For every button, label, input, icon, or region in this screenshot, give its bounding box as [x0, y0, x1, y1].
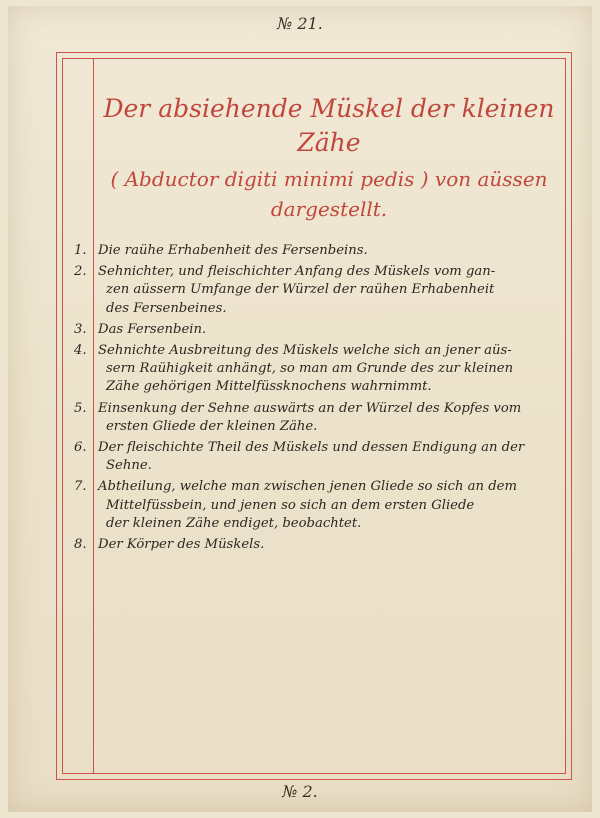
legend-item-number: 3. — [74, 321, 87, 337]
page-number-top: № 21. — [277, 14, 323, 33]
title-line-2: ( Abductor digiti minimi pedis ) von aüssen — [110, 167, 548, 191]
legend-item-number: 2. — [74, 264, 87, 280]
legend-item — [74, 242, 552, 260]
title-line-3: dargestellt. — [270, 197, 388, 221]
legend-item-text: des Fersenbeines. — [106, 300, 227, 316]
legend-item-text: Die raühe Erhabenheit des Fersenbeins. — [98, 243, 368, 258]
legend-item — [74, 439, 552, 475]
legend-item — [74, 478, 552, 533]
legend-item-text: Der fleischichte Theil des Müskels und dessen Endigung an der — [98, 440, 525, 456]
legend-item-number: 8. — [74, 537, 87, 553]
legend-item-text: Das Fersenbein. — [98, 321, 207, 337]
legend-item-text: Abtheilung, welche man zwischen jenen Gliede so sich an dem — [98, 479, 517, 495]
legend-item-text: der kleinen Zähe endiget, beobachtet. — [106, 515, 362, 531]
legend-item — [74, 536, 552, 554]
legend-item-number: 4. — [74, 343, 87, 359]
legend-item-text: Mittelfüssbein, und jenen so sich an dem ersten Gliede — [106, 497, 475, 513]
legend-item — [74, 342, 552, 397]
legend-item-text: Einsenkung der Sehne auswärts an der Würzel des Kopfes vom — [98, 400, 522, 416]
legend-list — [74, 242, 552, 557]
legend-item — [74, 321, 552, 339]
legend-item-number: 5. — [74, 400, 87, 416]
legend-item-text: Der Körper des Müskels. — [98, 537, 265, 553]
plate-title — [94, 92, 564, 224]
legend-item-text: Sehnichte Ausbreitung des Müskels welche sich an jener aüs- — [98, 343, 512, 359]
title-line-1: Der absiehende Müskel der kleinen Zähe — [103, 94, 555, 157]
legend-item-text: sern Raühigkeit anhängt, so man am Grunde des zur kleinen — [106, 361, 514, 377]
legend-item — [74, 263, 552, 318]
legend-item-text: Zähe gehörigen Mittelfüssknochens wahrnimmt. — [106, 379, 432, 395]
legend-item-text: Sehnichter, und fleischichter Anfang des Müskels vom gan- — [98, 264, 496, 280]
legend-item-number: 1. — [74, 243, 87, 258]
legend-item-number: 7. — [74, 479, 87, 495]
legend-item-text: ersten Gliede der kleinen Zähe. — [106, 418, 318, 434]
legend-item-number: 6. — [74, 440, 87, 456]
legend-item-text: zen aüssern Umfange der Würzel der raühen Erhabenheit — [106, 282, 495, 298]
page-number-bottom: № 2. — [282, 782, 318, 801]
legend-item-text: Sehne. — [106, 458, 152, 474]
legend-item — [74, 400, 552, 436]
